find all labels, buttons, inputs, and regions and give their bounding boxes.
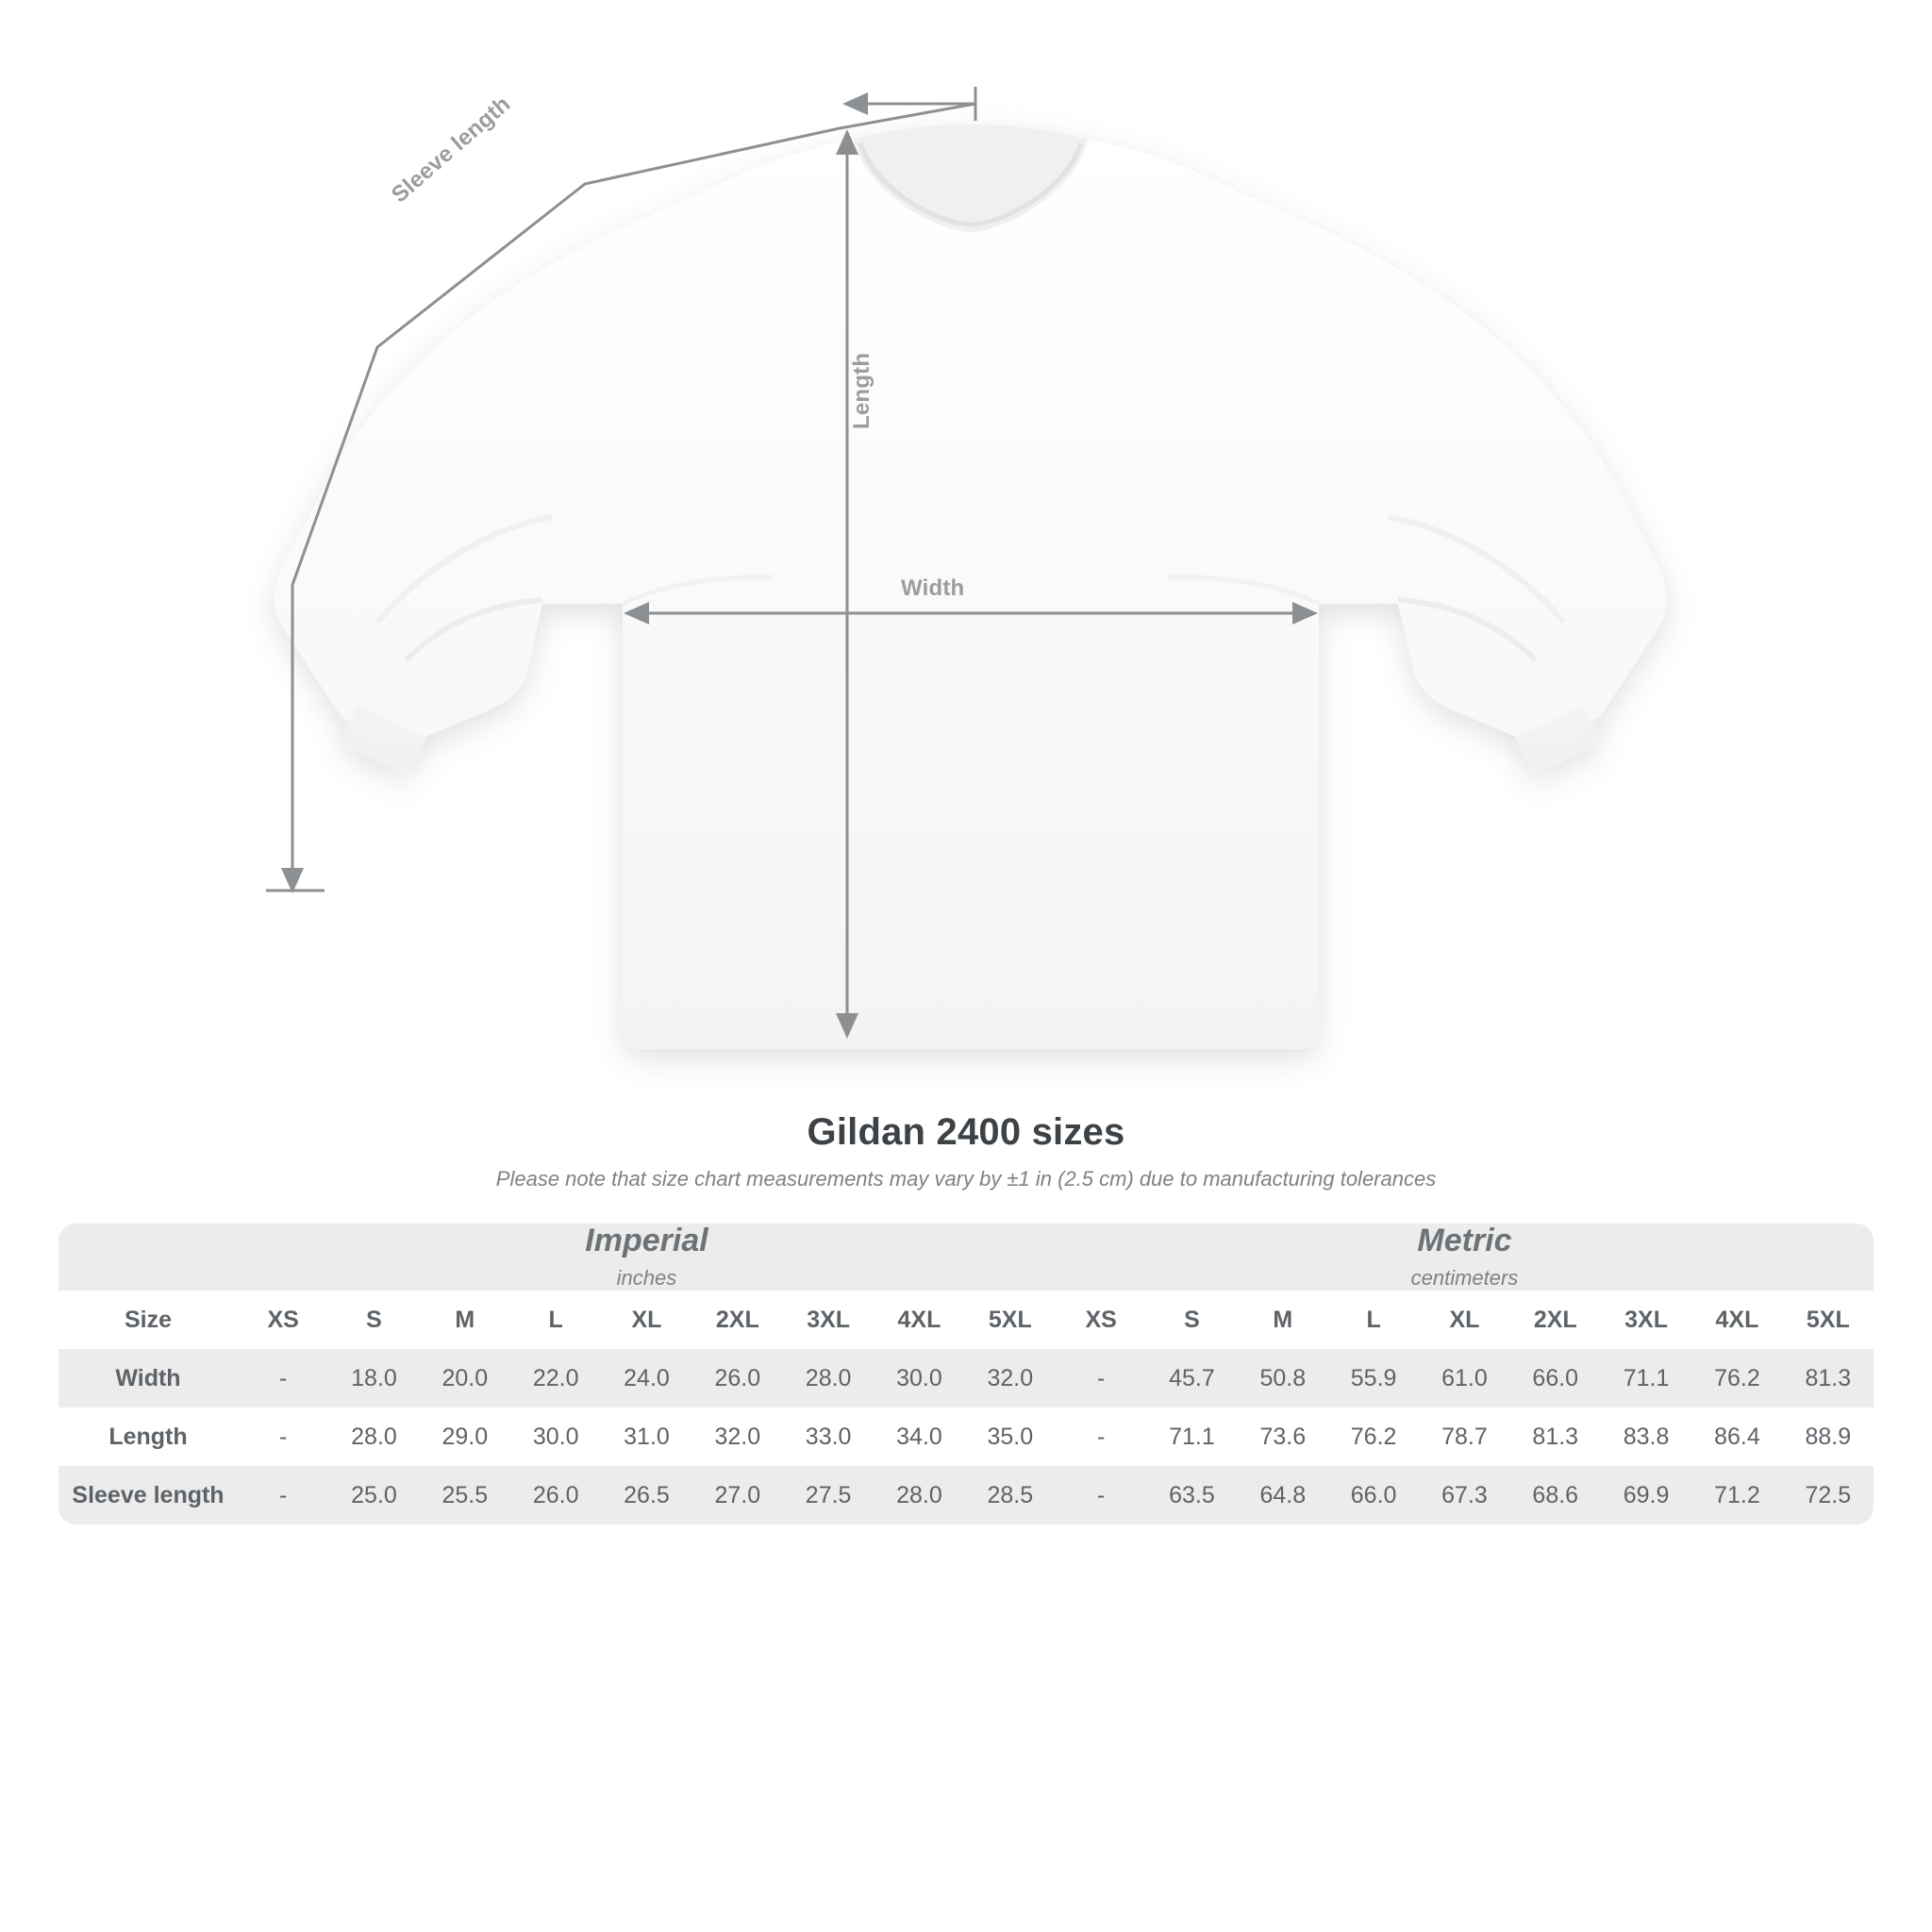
size-col-metric-xs: XS (1056, 1291, 1146, 1349)
table-row (58, 1407, 1874, 1466)
cell-length-imperial-xs: - (238, 1407, 328, 1466)
cell-length-imperial-xl: 31.0 (601, 1407, 691, 1466)
cell-sleeve-metric-s: 63.5 (1146, 1466, 1237, 1524)
cell-width-imperial-4xl: 30.0 (874, 1349, 964, 1407)
metric-unit-cell (1056, 1224, 1874, 1291)
table-row (58, 1466, 1874, 1524)
cell-sleeve-imperial-l: 26.0 (510, 1466, 601, 1524)
cell-length-metric-xs: - (1056, 1407, 1146, 1466)
cell-width-imperial-xs: - (238, 1349, 328, 1407)
cell-width-imperial-2xl: 26.0 (692, 1349, 783, 1407)
size-col-imperial-5xl: 5XL (965, 1291, 1056, 1349)
cell-length-metric-s: 71.1 (1146, 1407, 1237, 1466)
size-col-imperial-l: L (510, 1291, 601, 1349)
cell-width-metric-s: 45.7 (1146, 1349, 1237, 1407)
cell-length-imperial-4xl: 34.0 (874, 1407, 964, 1466)
cell-sleeve-imperial-3xl: 27.5 (783, 1466, 874, 1524)
page-title: Gildan 2400 sizes (807, 1111, 1125, 1153)
cell-width-metric-3xl: 71.1 (1601, 1349, 1691, 1407)
size-col-metric-l: L (1328, 1291, 1419, 1349)
size-col-imperial-s: S (328, 1291, 419, 1349)
cell-sleeve-imperial-4xl: 28.0 (874, 1466, 964, 1524)
size-col-metric-4xl: 4XL (1691, 1291, 1782, 1349)
size-col-metric-m: M (1238, 1291, 1328, 1349)
cell-width-imperial-3xl: 28.0 (783, 1349, 874, 1407)
cell-sleeve-metric-l: 66.0 (1328, 1466, 1419, 1524)
size-col-imperial-2xl: 2XL (692, 1291, 783, 1349)
metric-unit-name: Metric (1417, 1224, 1512, 1258)
size-table-wrapper (58, 1224, 1874, 1524)
cell-sleeve-metric-xs: - (1056, 1466, 1146, 1524)
cell-length-metric-5xl: 88.9 (1783, 1407, 1874, 1466)
width-dimension-label: Width (901, 575, 965, 601)
cell-length-imperial-2xl: 32.0 (692, 1407, 783, 1466)
cell-sleeve-metric-2xl: 68.6 (1510, 1466, 1601, 1524)
unit-header-row (58, 1224, 1874, 1291)
size-col-metric-5xl: 5XL (1783, 1291, 1874, 1349)
cell-sleeve-imperial-5xl: 28.5 (965, 1466, 1056, 1524)
tolerance-note: Please note that size chart measurements may vary by ±1 in (2.5 cm) due to manufacturing tolerances (495, 1167, 1437, 1191)
cell-length-imperial-m: 29.0 (420, 1407, 510, 1466)
size-col-imperial-xs: XS (238, 1291, 328, 1349)
cell-width-metric-m: 50.8 (1238, 1349, 1328, 1407)
cell-sleeve-metric-xl: 67.3 (1419, 1466, 1509, 1524)
size-table (58, 1224, 1874, 1524)
cell-sleeve-imperial-m: 25.5 (420, 1466, 510, 1524)
cell-sleeve-imperial-2xl: 27.0 (692, 1466, 783, 1524)
title-block (0, 1111, 1932, 1191)
cell-sleeve-metric-5xl: 72.5 (1783, 1466, 1874, 1524)
cell-length-imperial-l: 30.0 (510, 1407, 601, 1466)
cell-sleeve-imperial-xs: - (238, 1466, 328, 1524)
length-dimension-label: Length (849, 352, 874, 429)
cell-width-metric-l: 55.9 (1328, 1349, 1419, 1407)
sleeve-length-dimension-label: Sleeve length (387, 91, 516, 208)
cell-width-metric-4xl: 76.2 (1691, 1349, 1782, 1407)
cell-width-imperial-5xl: 32.0 (965, 1349, 1056, 1407)
cell-length-metric-m: 73.6 (1238, 1407, 1328, 1466)
cell-width-metric-xl: 61.0 (1419, 1349, 1509, 1407)
size-col-imperial-4xl: 4XL (874, 1291, 964, 1349)
cell-width-metric-xs: - (1056, 1349, 1146, 1407)
cell-length-metric-4xl: 86.4 (1691, 1407, 1782, 1466)
cell-sleeve-metric-m: 64.8 (1238, 1466, 1328, 1524)
size-header-label: Size (58, 1291, 238, 1349)
cell-sleeve-imperial-s: 25.0 (328, 1466, 419, 1524)
imperial-unit-cell (238, 1224, 1056, 1291)
unit-corner-cell (58, 1224, 238, 1291)
cell-width-imperial-m: 20.0 (420, 1349, 510, 1407)
cell-sleeve-imperial-xl: 26.5 (601, 1466, 691, 1524)
size-col-metric-xl: XL (1419, 1291, 1509, 1349)
cell-length-imperial-5xl: 35.0 (965, 1407, 1056, 1466)
size-col-metric-s: S (1146, 1291, 1237, 1349)
imperial-unit-sub: inches (616, 1266, 677, 1291)
cell-length-metric-l: 76.2 (1328, 1407, 1419, 1466)
cell-length-imperial-s: 28.0 (328, 1407, 419, 1466)
cell-length-metric-xl: 78.7 (1419, 1407, 1509, 1466)
size-header-row (58, 1291, 1874, 1349)
cell-length-metric-3xl: 83.8 (1601, 1407, 1691, 1466)
row-label-width: Width (58, 1349, 238, 1407)
imperial-unit-name: Imperial (585, 1224, 708, 1258)
cell-sleeve-metric-3xl: 69.9 (1601, 1466, 1691, 1524)
cell-width-imperial-xl: 24.0 (601, 1349, 691, 1407)
cell-length-imperial-3xl: 33.0 (783, 1407, 874, 1466)
cell-width-metric-5xl: 81.3 (1783, 1349, 1874, 1407)
cell-length-metric-2xl: 81.3 (1510, 1407, 1601, 1466)
size-col-imperial-m: M (420, 1291, 510, 1349)
cell-width-imperial-s: 18.0 (328, 1349, 419, 1407)
row-label-sleeve-length: Sleeve length (58, 1466, 238, 1524)
table-row (58, 1349, 1874, 1407)
size-col-metric-3xl: 3XL (1601, 1291, 1691, 1349)
size-col-imperial-xl: XL (601, 1291, 691, 1349)
metric-unit-sub: centimeters (1410, 1266, 1519, 1291)
row-label-length: Length (58, 1407, 238, 1466)
cell-sleeve-metric-4xl: 71.2 (1691, 1466, 1782, 1524)
size-col-metric-2xl: 2XL (1510, 1291, 1601, 1349)
cell-width-imperial-l: 22.0 (510, 1349, 601, 1407)
cell-width-metric-2xl: 66.0 (1510, 1349, 1601, 1407)
size-col-imperial-3xl: 3XL (783, 1291, 874, 1349)
